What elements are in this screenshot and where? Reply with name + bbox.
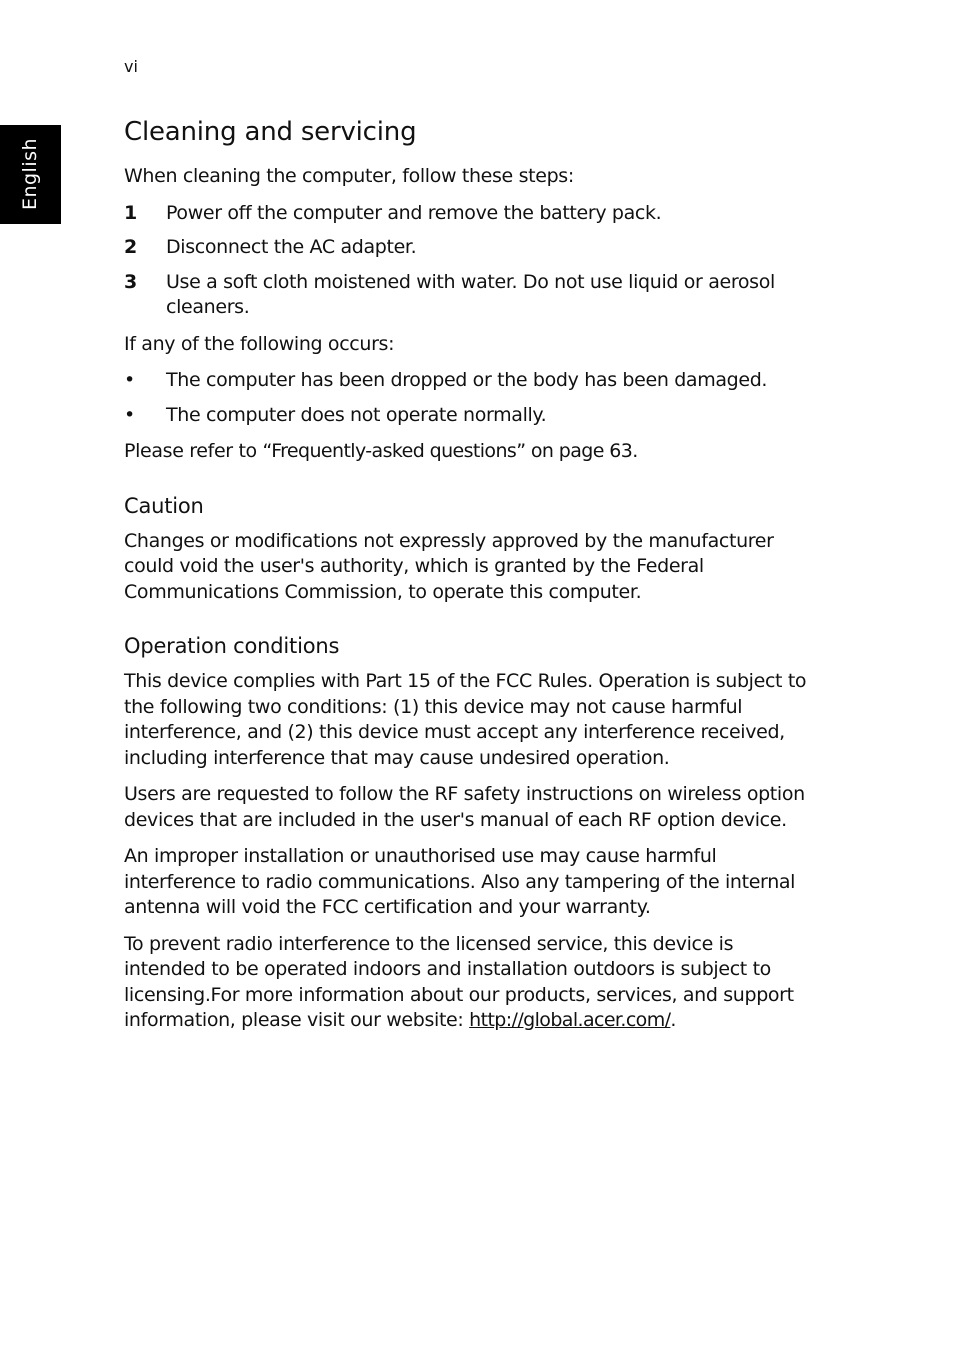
step-text: Disconnect the AC adapter. bbox=[166, 236, 417, 258]
section-spacer bbox=[124, 476, 814, 492]
operation-paragraph-4-text: To prevent radio interference to the licensed service, this device is intended to be operated indoors and installation outdoors is subject to licensing.For more information about our products, services, and support information, please visit our website: bbox=[124, 932, 794, 1031]
faq-cross-reference-link[interactable]: “Frequently-asked questions” on page 63 bbox=[262, 440, 633, 462]
cleaning-steps-list bbox=[124, 201, 814, 321]
operation-paragraph-2: Users are requested to follow the RF safety instructions on wireless option devices that are included in the user's manual of each RF option device. bbox=[124, 783, 805, 831]
operation-paragraph-4 bbox=[124, 932, 814, 1034]
language-tab-label: English bbox=[19, 137, 41, 211]
bullet-marker: • bbox=[124, 369, 135, 391]
bullet-text: The computer has been dropped or the body has been damaged. bbox=[166, 369, 768, 391]
bullet-marker: • bbox=[124, 403, 135, 426]
operation-paragraph-1: This device complies with Part 15 of the FCC Rules. Operation is subject to the following two conditions: (1) this device may not cause harmful interference, and (2) this device must accept any interference received, including interference that may cause undesired operation. bbox=[124, 670, 807, 769]
list-item bbox=[124, 201, 814, 227]
acer-website-link[interactable]: http://global.acer.com/ bbox=[469, 1009, 671, 1031]
occurs-intro: If any of the following occurs: bbox=[124, 332, 395, 355]
language-tab bbox=[0, 125, 61, 224]
caution-text: Changes or modifications not expressly approved by the manufacturer could void the user's authority, which is granted by the Federal Communications Commission, to operate this computer. bbox=[124, 529, 774, 603]
section-heading-operation: Operation conditions bbox=[124, 634, 340, 658]
step-text: Use a soft cloth moistened with water. Do not use liquid or aerosol cleaners. bbox=[166, 270, 775, 318]
cleaning-intro: When cleaning the computer, follow these steps: bbox=[124, 165, 574, 187]
list-item bbox=[124, 403, 814, 429]
step-number: 3 bbox=[124, 270, 137, 293]
section-spacer bbox=[124, 616, 814, 632]
step-text: Power off the computer and remove the battery pack. bbox=[166, 201, 662, 224]
section-heading-cleaning: Cleaning and servicing bbox=[124, 117, 417, 147]
occurs-bullet-list bbox=[124, 368, 814, 428]
bullet-text: The computer does not operate normally. bbox=[166, 403, 547, 426]
step-number: 1 bbox=[124, 201, 137, 224]
page-content bbox=[124, 114, 814, 1045]
page-number: vi bbox=[124, 57, 138, 76]
refer-prefix: Please refer to bbox=[124, 440, 263, 462]
operation-paragraph-3: An improper installation or unauthorised use may cause harmful interference to radio communications. Also any tampering of the internal antenna will void the FCC certification and your warranty. bbox=[124, 845, 796, 918]
list-item bbox=[124, 368, 814, 394]
operation-paragraph-4-suffix: . bbox=[670, 1009, 677, 1031]
list-item bbox=[124, 270, 814, 321]
list-item bbox=[124, 235, 814, 261]
section-heading-caution: Caution bbox=[124, 493, 204, 518]
step-number: 2 bbox=[124, 236, 137, 258]
refer-paragraph bbox=[124, 439, 814, 465]
refer-suffix: . bbox=[632, 440, 638, 462]
